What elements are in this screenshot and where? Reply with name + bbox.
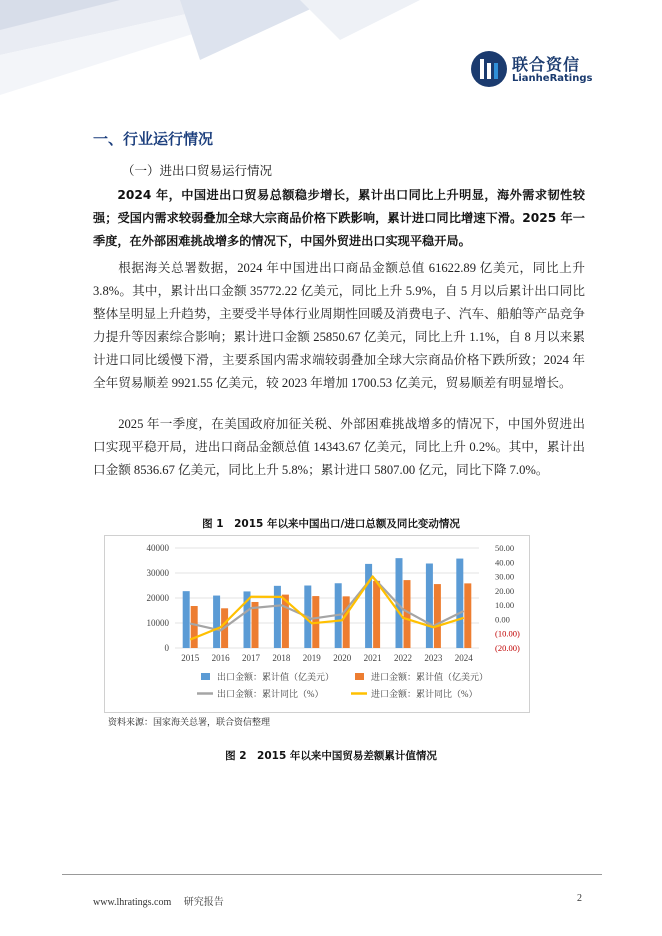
x-axis-tick-label: 2021 <box>363 653 382 663</box>
legend-label: 进口金额：累计同比（%） <box>371 689 478 699</box>
bar-export <box>365 564 372 648</box>
right-axis-tick-label: 10.00 <box>495 600 515 611</box>
left-axis-tick-label: 0 <box>164 643 169 653</box>
legend-label: 出口金额：累计同比（%） <box>217 689 324 699</box>
x-axis-tick-label: 2022 <box>394 653 412 663</box>
x-axis-tick-label: 2016 <box>211 653 230 663</box>
left-axis-tick-label: 30000 <box>146 568 169 578</box>
body-paragraph-2024: 根据海关总署数据，2024 年中国进出口商品金额总值 61622.89 亿美元，同比上升 3.8%。其中，累计出口金额 35772.22 亿美元，同比上升 5.9%，自 5 月以后累计出口同比整体呈明显上升趋势，主要受半导体行业周期性回暖及消费电子、汽车、船舶等产品竞争力提升等因素综合影响；累计进口金额 25850.67 亿美元，同比上升 1.1%，自 8 月以来累计进口同比缓慢下滑，主要系国内需求端较弱叠加全球大宗商品价格下跌所致；2024 年全年贸易顺差 9921.55 亿美元，较 2023 年增加 1700.53 亿美元，贸易顺差有明显增长。 <box>93 261 585 390</box>
lianhe-logo-icon <box>470 50 508 88</box>
body-paragraph-2025q1: 2025 年一季度，在美国政府加征关税、外部困难挑战增多的情况下，中国外贸进出口实现平稳开局，进出口商品金额总值 14343.67 亿美元，同比上升 0.2%。其中，累计出口金额 8536.67 亿美元，同比上升 5.8%；累计进口 5807.00 亿元，同比下降 7.0%。 <box>93 417 585 477</box>
summary-paragraph: 2024 年，中国进出口贸易总额稳步增长，累计出口同比上升明显，海外需求韧性较强；受国内需求较弱叠加全球大宗商品价格下跌影响，累计进口同比增速下滑。2025 年一季度，在外部困难挑战增多的情况下，中国外贸进出口实现平稳开局。 <box>93 188 585 248</box>
bar-export <box>426 564 433 649</box>
bar-import <box>434 584 441 648</box>
subsection-heading: （一）进出口贸易运行情况 <box>122 163 273 178</box>
x-axis-tick-label: 2018 <box>272 653 291 663</box>
left-axis-tick-label: 20000 <box>146 593 169 603</box>
company-logo <box>470 50 593 90</box>
footer-site: www.lhratings.com 研究报告 <box>93 897 224 908</box>
x-axis-tick-label: 2024 <box>454 653 473 663</box>
bar-export <box>274 586 281 648</box>
right-axis-tick-label: (20.00) <box>495 643 520 653</box>
legend-swatch <box>201 673 210 680</box>
figure-1-title: 图 1 2015 年以来中国出口/进口总额及同比变动情况 <box>202 518 460 530</box>
right-axis-tick-label: 20.00 <box>495 585 515 596</box>
logo-chinese-name: 联合资信 <box>512 55 581 74</box>
legend-label: 出口金额：累计值（亿美元） <box>217 672 335 682</box>
right-axis-tick-label: 0.00 <box>495 614 510 625</box>
figure-1-source: 资料来源：国家海关总署，联合资信整理 <box>108 718 271 728</box>
x-axis-tick-label: 2017 <box>242 653 260 663</box>
legend-label: 进口金额：累计值（亿美元） <box>371 672 489 682</box>
right-axis-tick-label: 40.00 <box>495 557 515 568</box>
x-axis-tick-label: 2019 <box>302 653 321 663</box>
legend-swatch <box>355 673 364 680</box>
right-axis-tick-label: 50.00 <box>495 543 515 553</box>
trade-chart <box>105 536 529 712</box>
left-axis-tick-label: 10000 <box>146 618 169 628</box>
footer-divider <box>62 874 602 875</box>
bar-import <box>464 583 471 648</box>
bar-import <box>373 581 380 648</box>
logo-english-name: LianheRatings <box>512 73 593 84</box>
bar-import <box>191 606 198 648</box>
bar-export <box>213 596 220 648</box>
x-axis-tick-label: 2015 <box>181 653 200 663</box>
figure-1-chart-frame <box>104 535 530 713</box>
figure-2-title: 图 2 2015 年以来中国贸易差额累计值情况 <box>225 750 437 762</box>
left-axis-tick-label: 40000 <box>146 543 169 553</box>
line-import-yoy <box>190 576 464 639</box>
x-axis-tick-label: 2020 <box>333 653 352 663</box>
section-heading: 一、行业运行情况 <box>93 130 214 148</box>
x-axis-tick-label: 2023 <box>424 653 443 663</box>
page-number: 2 <box>577 893 582 904</box>
right-axis-tick-label: (10.00) <box>495 628 520 639</box>
right-axis-tick-label: 30.00 <box>495 571 515 582</box>
bar-export <box>456 559 463 648</box>
bar-import <box>343 596 350 648</box>
bar-export <box>183 591 190 648</box>
